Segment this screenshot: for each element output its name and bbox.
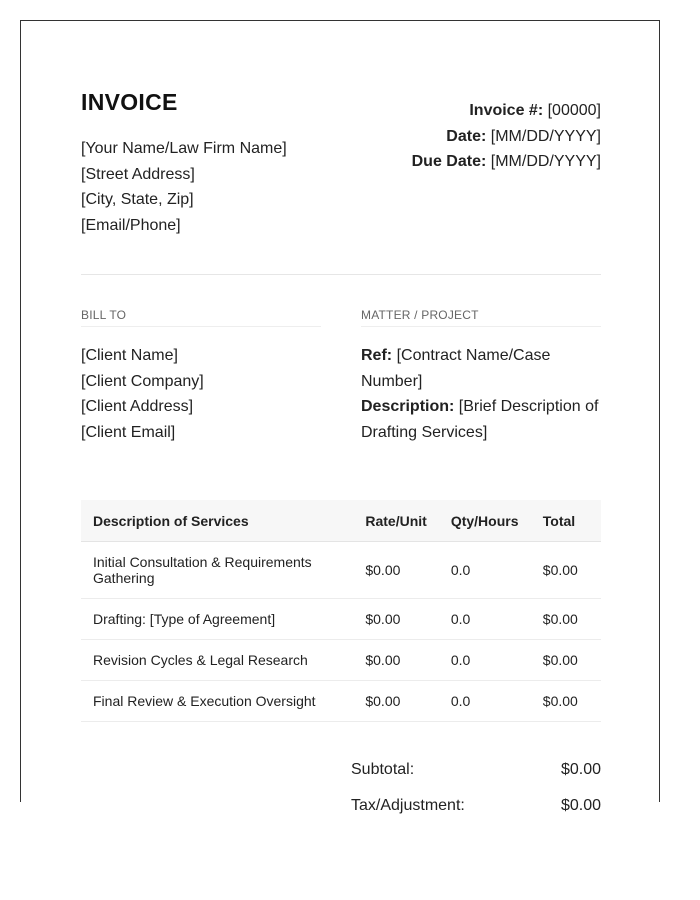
row-rate: $0.00 bbox=[353, 542, 438, 599]
table-row bbox=[81, 599, 601, 640]
tax-value: $0.00 bbox=[560, 797, 601, 814]
invoice-date-label: Date: bbox=[446, 127, 487, 145]
table-row bbox=[81, 681, 601, 722]
client-company: [Client Company] bbox=[81, 372, 204, 390]
header-divider bbox=[81, 274, 601, 275]
tax-label: Tax/Adjustment: bbox=[351, 797, 465, 814]
matter-heading: MATTER / PROJECT bbox=[361, 308, 601, 327]
bill-to-heading: BILL TO bbox=[81, 308, 321, 327]
row-qty: 0.0 bbox=[439, 640, 531, 681]
client-address: [Client Address] bbox=[81, 398, 194, 416]
row-qty: 0.0 bbox=[439, 681, 531, 722]
matter-description bbox=[361, 394, 606, 445]
row-rate: $0.00 bbox=[353, 599, 438, 640]
invoice-title: INVOICE bbox=[81, 89, 178, 115]
services-table bbox=[81, 500, 601, 722]
subtotal-value: $0.00 bbox=[560, 761, 601, 778]
invoice-number-line bbox=[412, 98, 601, 124]
row-total: $0.00 bbox=[531, 681, 601, 722]
matter-block bbox=[361, 343, 606, 446]
matter-description-value: [Brief Description of Drafting Services] bbox=[361, 398, 599, 442]
client-email: [Client Email] bbox=[81, 424, 176, 442]
invoice-number-value: [00000] bbox=[547, 102, 601, 119]
row-description: Final Review & Execution Oversight bbox=[81, 681, 353, 722]
subtotal-row bbox=[351, 758, 601, 794]
table-header-row bbox=[81, 500, 601, 542]
matter-ref-value: [Contract Name/Case Number] bbox=[361, 347, 551, 390]
sender-name: [Your Name/Law Firm Name] bbox=[81, 140, 287, 157]
row-rate: $0.00 bbox=[353, 681, 438, 722]
matter-description-label: Description: bbox=[361, 398, 455, 416]
header-rate: Rate/Unit bbox=[353, 500, 438, 542]
totals-block bbox=[351, 758, 601, 830]
row-description: Drafting: [Type of Agreement] bbox=[81, 599, 353, 640]
matter-ref bbox=[361, 343, 606, 394]
sender-block bbox=[81, 136, 287, 239]
header-total: Total bbox=[531, 500, 601, 542]
row-qty: 0.0 bbox=[439, 599, 531, 640]
due-date-line bbox=[412, 149, 601, 175]
row-description: Initial Consultation & Requirements Gathering bbox=[81, 542, 353, 599]
invoice-meta bbox=[412, 98, 601, 175]
row-total: $0.00 bbox=[531, 542, 601, 599]
row-qty: 0.0 bbox=[439, 542, 531, 599]
client-name: [Client Name] bbox=[81, 347, 178, 364]
matter-ref-label: Ref: bbox=[361, 347, 393, 364]
sender-contact: [Email/Phone] bbox=[81, 217, 181, 235]
invoice-date-line bbox=[412, 124, 601, 150]
row-total: $0.00 bbox=[531, 640, 601, 681]
invoice-date-value: [MM/DD/YYYY] bbox=[490, 127, 601, 145]
table-row bbox=[81, 640, 601, 681]
invoice-number-label: Invoice #: bbox=[469, 102, 544, 119]
row-rate: $0.00 bbox=[353, 640, 438, 681]
header-qty: Qty/Hours bbox=[439, 500, 531, 542]
due-date-value: [MM/DD/YYYY] bbox=[490, 153, 601, 170]
row-description: Revision Cycles & Legal Research bbox=[81, 640, 353, 681]
sender-street: [Street Address] bbox=[81, 165, 195, 183]
bill-to-block bbox=[81, 343, 321, 446]
tax-row bbox=[351, 794, 601, 830]
due-date-label: Due Date: bbox=[411, 153, 487, 170]
header-description: Description of Services bbox=[81, 500, 353, 542]
row-total: $0.00 bbox=[531, 599, 601, 640]
invoice-page bbox=[20, 20, 660, 814]
subtotal-label: Subtotal: bbox=[351, 761, 415, 778]
sender-city: [City, State, Zip] bbox=[81, 191, 194, 209]
table-row bbox=[81, 542, 601, 599]
